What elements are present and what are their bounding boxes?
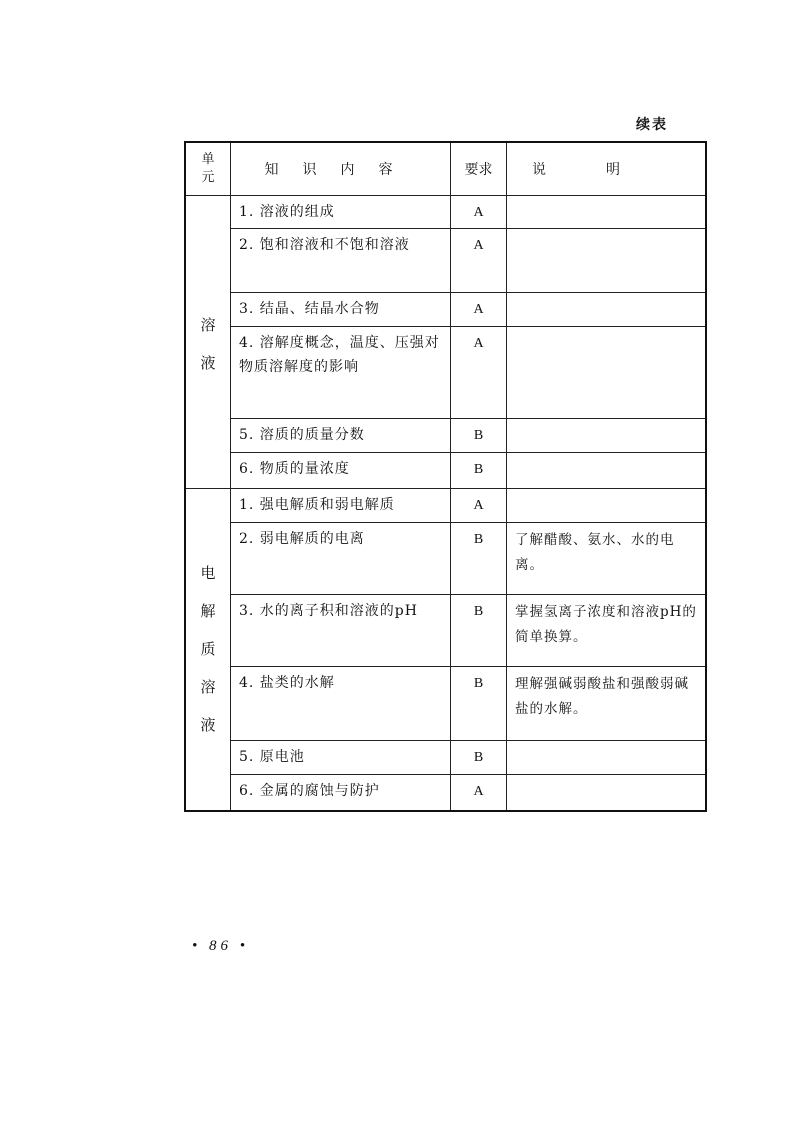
requirement-cell: A	[451, 196, 507, 229]
knowledge-cell: 5. 溶质的质量分数	[231, 419, 451, 453]
table-row	[185, 419, 706, 453]
requirement-cell: A	[451, 775, 507, 811]
note-cell	[507, 419, 707, 453]
note-cell	[507, 293, 707, 327]
requirement-cell: B	[451, 419, 507, 453]
table-row	[185, 453, 706, 489]
unit-cell-electrolyte-solution: 电 解 质 溶 液	[185, 489, 231, 811]
page-number: • 86 •	[192, 938, 250, 954]
note-cell: 了解醋酸、氨水、水的电离。	[507, 523, 707, 595]
table-row	[185, 595, 706, 667]
table-row	[185, 667, 706, 741]
knowledge-cell: 5. 原电池	[231, 741, 451, 775]
knowledge-cell: 3. 水的离子积和溶液的pH	[231, 595, 451, 667]
table-row	[185, 775, 706, 811]
column-header-unit: 单 元	[185, 142, 231, 196]
knowledge-cell: 2. 饱和溶液和不饱和溶液	[231, 229, 451, 293]
table-row	[185, 196, 706, 229]
knowledge-cell: 6. 物质的量浓度	[231, 453, 451, 489]
knowledge-cell: 2. 弱电解质的电离	[231, 523, 451, 595]
knowledge-cell: 4. 盐类的水解	[231, 667, 451, 741]
note-cell	[507, 489, 707, 523]
requirement-cell: B	[451, 667, 507, 741]
requirement-cell: B	[451, 741, 507, 775]
note-cell	[507, 327, 707, 419]
knowledge-cell: 3. 结晶、结晶水合物	[231, 293, 451, 327]
unit-cell-solution: 溶 液	[185, 196, 231, 489]
note-cell	[507, 453, 707, 489]
table-row	[185, 229, 706, 293]
note-cell	[507, 196, 707, 229]
knowledge-cell: 6. 金属的腐蚀与防护	[231, 775, 451, 811]
note-cell	[507, 741, 707, 775]
requirement-cell: A	[451, 489, 507, 523]
note-cell	[507, 229, 707, 293]
column-header-requirement: 要求	[451, 142, 507, 196]
column-header-knowledge: 知识内容	[231, 142, 451, 196]
requirement-cell: B	[451, 523, 507, 595]
requirement-cell: A	[451, 327, 507, 419]
knowledge-cell: 1. 强电解质和弱电解质	[231, 489, 451, 523]
requirement-cell: B	[451, 453, 507, 489]
table-row	[185, 293, 706, 327]
column-header-note: 说明	[507, 142, 707, 196]
knowledge-cell: 1. 溶液的组成	[231, 196, 451, 229]
requirement-cell: B	[451, 595, 507, 667]
continued-table-label: 续表	[636, 117, 668, 133]
table-row	[185, 741, 706, 775]
knowledge-requirements-table	[184, 141, 707, 812]
note-cell: 理解强碱弱酸盐和强酸弱碱盐的水解。	[507, 667, 707, 741]
note-cell	[507, 775, 707, 811]
table-row	[185, 327, 706, 419]
requirement-cell: A	[451, 229, 507, 293]
requirement-cell: A	[451, 293, 507, 327]
note-cell: 掌握氢离子浓度和溶液pH的简单换算。	[507, 595, 707, 667]
table-row	[185, 523, 706, 595]
table-row	[185, 489, 706, 523]
table-header-row	[185, 142, 706, 196]
knowledge-cell: 4. 溶解度概念，温度、压强对物质溶解度的影响	[231, 327, 451, 419]
